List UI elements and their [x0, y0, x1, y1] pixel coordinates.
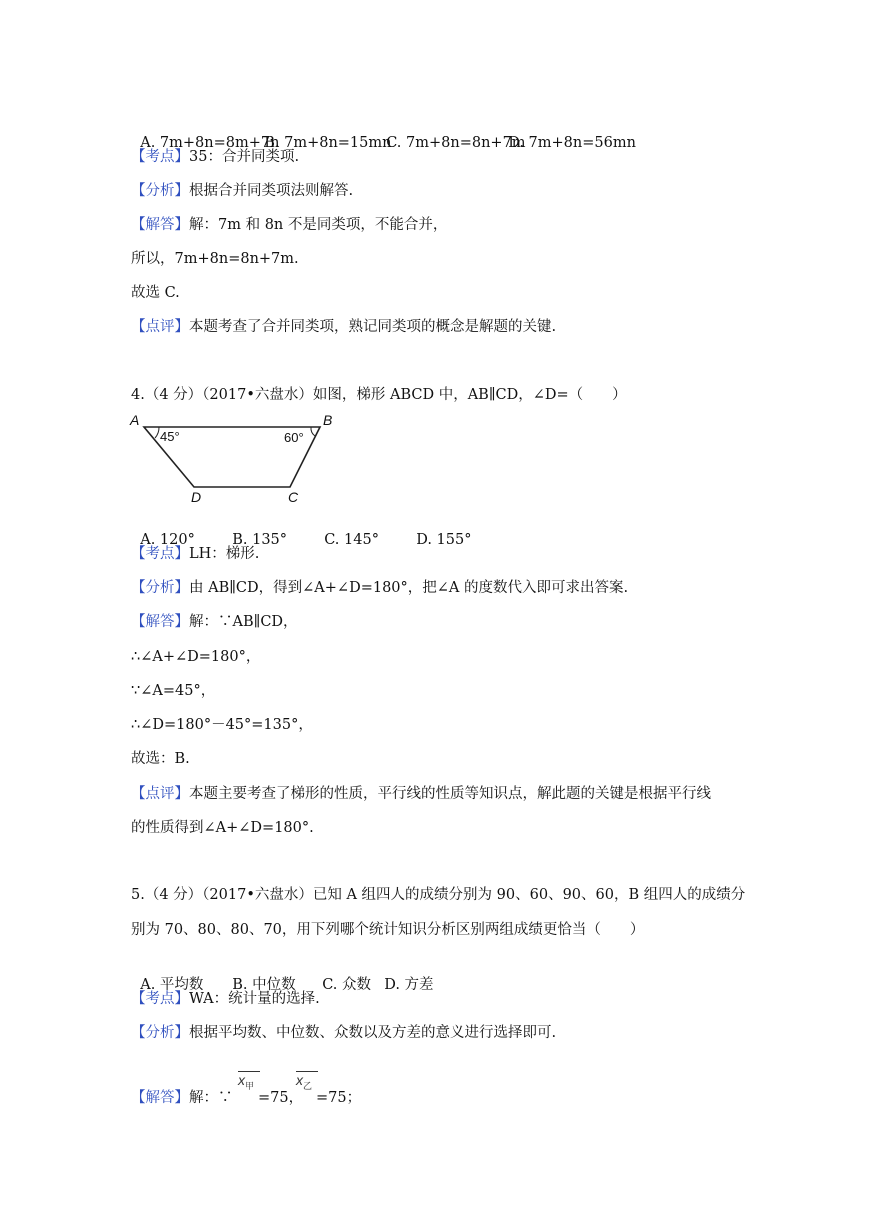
dianping-tag: 【点评】: [131, 319, 189, 335]
q4-step-4: 故选：B.: [131, 751, 190, 767]
q5-option-a: A. 平均数: [140, 977, 204, 993]
q3-dianping-text: 本题考查了合并同类项，熟记同类项的概念是解题的关键.: [189, 319, 557, 335]
q4-kaodian: [131, 544, 259, 564]
mean-yi-symbol: [296, 1072, 312, 1092]
q5-stem-line1: 5.（4 分）（2017•六盘水）已知 A 组四人的成绩分别为 90、60、90、60，B 组四人的成绩分: [131, 887, 746, 903]
q5-stem-line2: 别为 70、80、80、70，用下列哪个统计知识分析区别两组成绩更恰当（ ）: [131, 922, 645, 938]
q5-kaodian-text: WA：统计量的选择.: [189, 991, 320, 1007]
mean-bar: [238, 1071, 260, 1072]
q4-step-2: ∵∠A=45°，: [131, 683, 216, 699]
vertex-c-label: C: [288, 489, 299, 504]
q5-mean-yi-value: =75；: [316, 1090, 362, 1106]
mean-jia-symbol: [238, 1072, 254, 1092]
q3-kaodian-text: 35：合并同类项.: [189, 149, 300, 165]
q5-kaodian: [131, 989, 320, 1009]
q3-option-b: B. 7m+8n=15mn: [264, 135, 392, 151]
q5-option-c: C. 众数: [322, 977, 372, 993]
q4-kaodian-text: LH：梯形.: [189, 546, 260, 562]
angle-a-label: 45°: [160, 429, 180, 444]
q4-dianping: [131, 784, 711, 804]
q4-option-b: B. 135°: [232, 532, 288, 548]
q5-option-d: D. 方差: [384, 977, 434, 993]
jieda-tag: 【解答】: [131, 1090, 189, 1106]
q3-option-c: C. 7m+8n=8n+7m: [386, 135, 526, 151]
dianping-tag: 【点评】: [131, 786, 189, 802]
q4-option-d: D. 155°: [416, 532, 472, 548]
kaodian-tag: 【考点】: [131, 546, 189, 562]
q3-answer-line: 故选 C.: [131, 285, 180, 301]
vertex-d-label: D: [191, 489, 202, 504]
mean-x: x: [238, 1072, 245, 1088]
fenxi-tag: 【分析】: [131, 1025, 189, 1041]
fenxi-tag: 【分析】: [131, 183, 189, 199]
subscript-jia: 甲: [245, 1080, 255, 1091]
q4-dianping-text: 本题主要考查了梯形的性质，平行线的性质等知识点，解此题的关键是根据平行线: [189, 786, 711, 802]
jieda-tag: 【解答】: [131, 217, 189, 233]
q3-jieda-text: 解：7m 和 8n 不是同类项，不能合并，: [189, 217, 448, 233]
q5-fenxi: [131, 1023, 556, 1043]
q5-option-b: B. 中位数: [232, 977, 296, 993]
mean-x: x: [296, 1072, 303, 1088]
q3-solution-line: 所以，7m+8n=8n+7m.: [131, 251, 299, 267]
q4-dianping-line2: 的性质得到∠A+∠D=180°.: [131, 820, 314, 836]
q5-jieda: [131, 1088, 233, 1108]
q4-jieda-text: 解：∵AB∥CD，: [189, 614, 298, 630]
q3-jieda: [131, 215, 447, 235]
mean-bar: [296, 1071, 318, 1072]
angle-b-label: 60°: [284, 430, 304, 445]
q4-step-3: ∴∠D=180°－45°=135°，: [131, 717, 313, 733]
trapezoid-figure: [128, 409, 343, 504]
q3-fenxi: [131, 181, 353, 201]
q4-option-a: A. 120°: [140, 532, 195, 548]
angle-b-arc: [311, 427, 315, 436]
q3-fenxi-text: 根据合并同类项法则解答.: [189, 183, 354, 199]
fenxi-tag: 【分析】: [131, 580, 189, 596]
q5-mean-jia-value: =75，: [258, 1090, 304, 1106]
q4-fenxi-text: 由 AB∥CD，得到∠A+∠D=180°，把∠A 的度数代入即可求出答案.: [189, 580, 629, 596]
subscript-yi: 乙: [303, 1080, 313, 1091]
q4-option-c: C. 145°: [324, 532, 379, 548]
kaodian-tag: 【考点】: [131, 149, 189, 165]
vertex-b-label: B: [323, 412, 333, 428]
q3-kaodian: [131, 147, 299, 167]
q5-jieda-prefix: 解：∵: [189, 1090, 233, 1106]
vertex-a-label: A: [130, 412, 140, 428]
angle-a-arc: [155, 427, 159, 438]
q3-option-a: A. 7m+8n=8m+7n: [140, 135, 280, 151]
q5-fenxi-text: 根据平均数、中位数、众数以及方差的意义进行选择即可.: [189, 1025, 557, 1041]
q3-option-d: D. 7m+8n=56mn: [508, 135, 636, 151]
q4-fenxi: [131, 578, 628, 598]
q4-step-1: ∴∠A+∠D=180°，: [131, 649, 261, 665]
q4-stem: 4.（4 分）（2017•六盘水）如图，梯形 ABCD 中，AB∥CD，∠D=（ ）: [131, 387, 627, 403]
q4-jieda: [131, 612, 298, 632]
jieda-tag: 【解答】: [131, 614, 189, 630]
kaodian-tag: 【考点】: [131, 991, 189, 1007]
q3-dianping: [131, 317, 556, 337]
